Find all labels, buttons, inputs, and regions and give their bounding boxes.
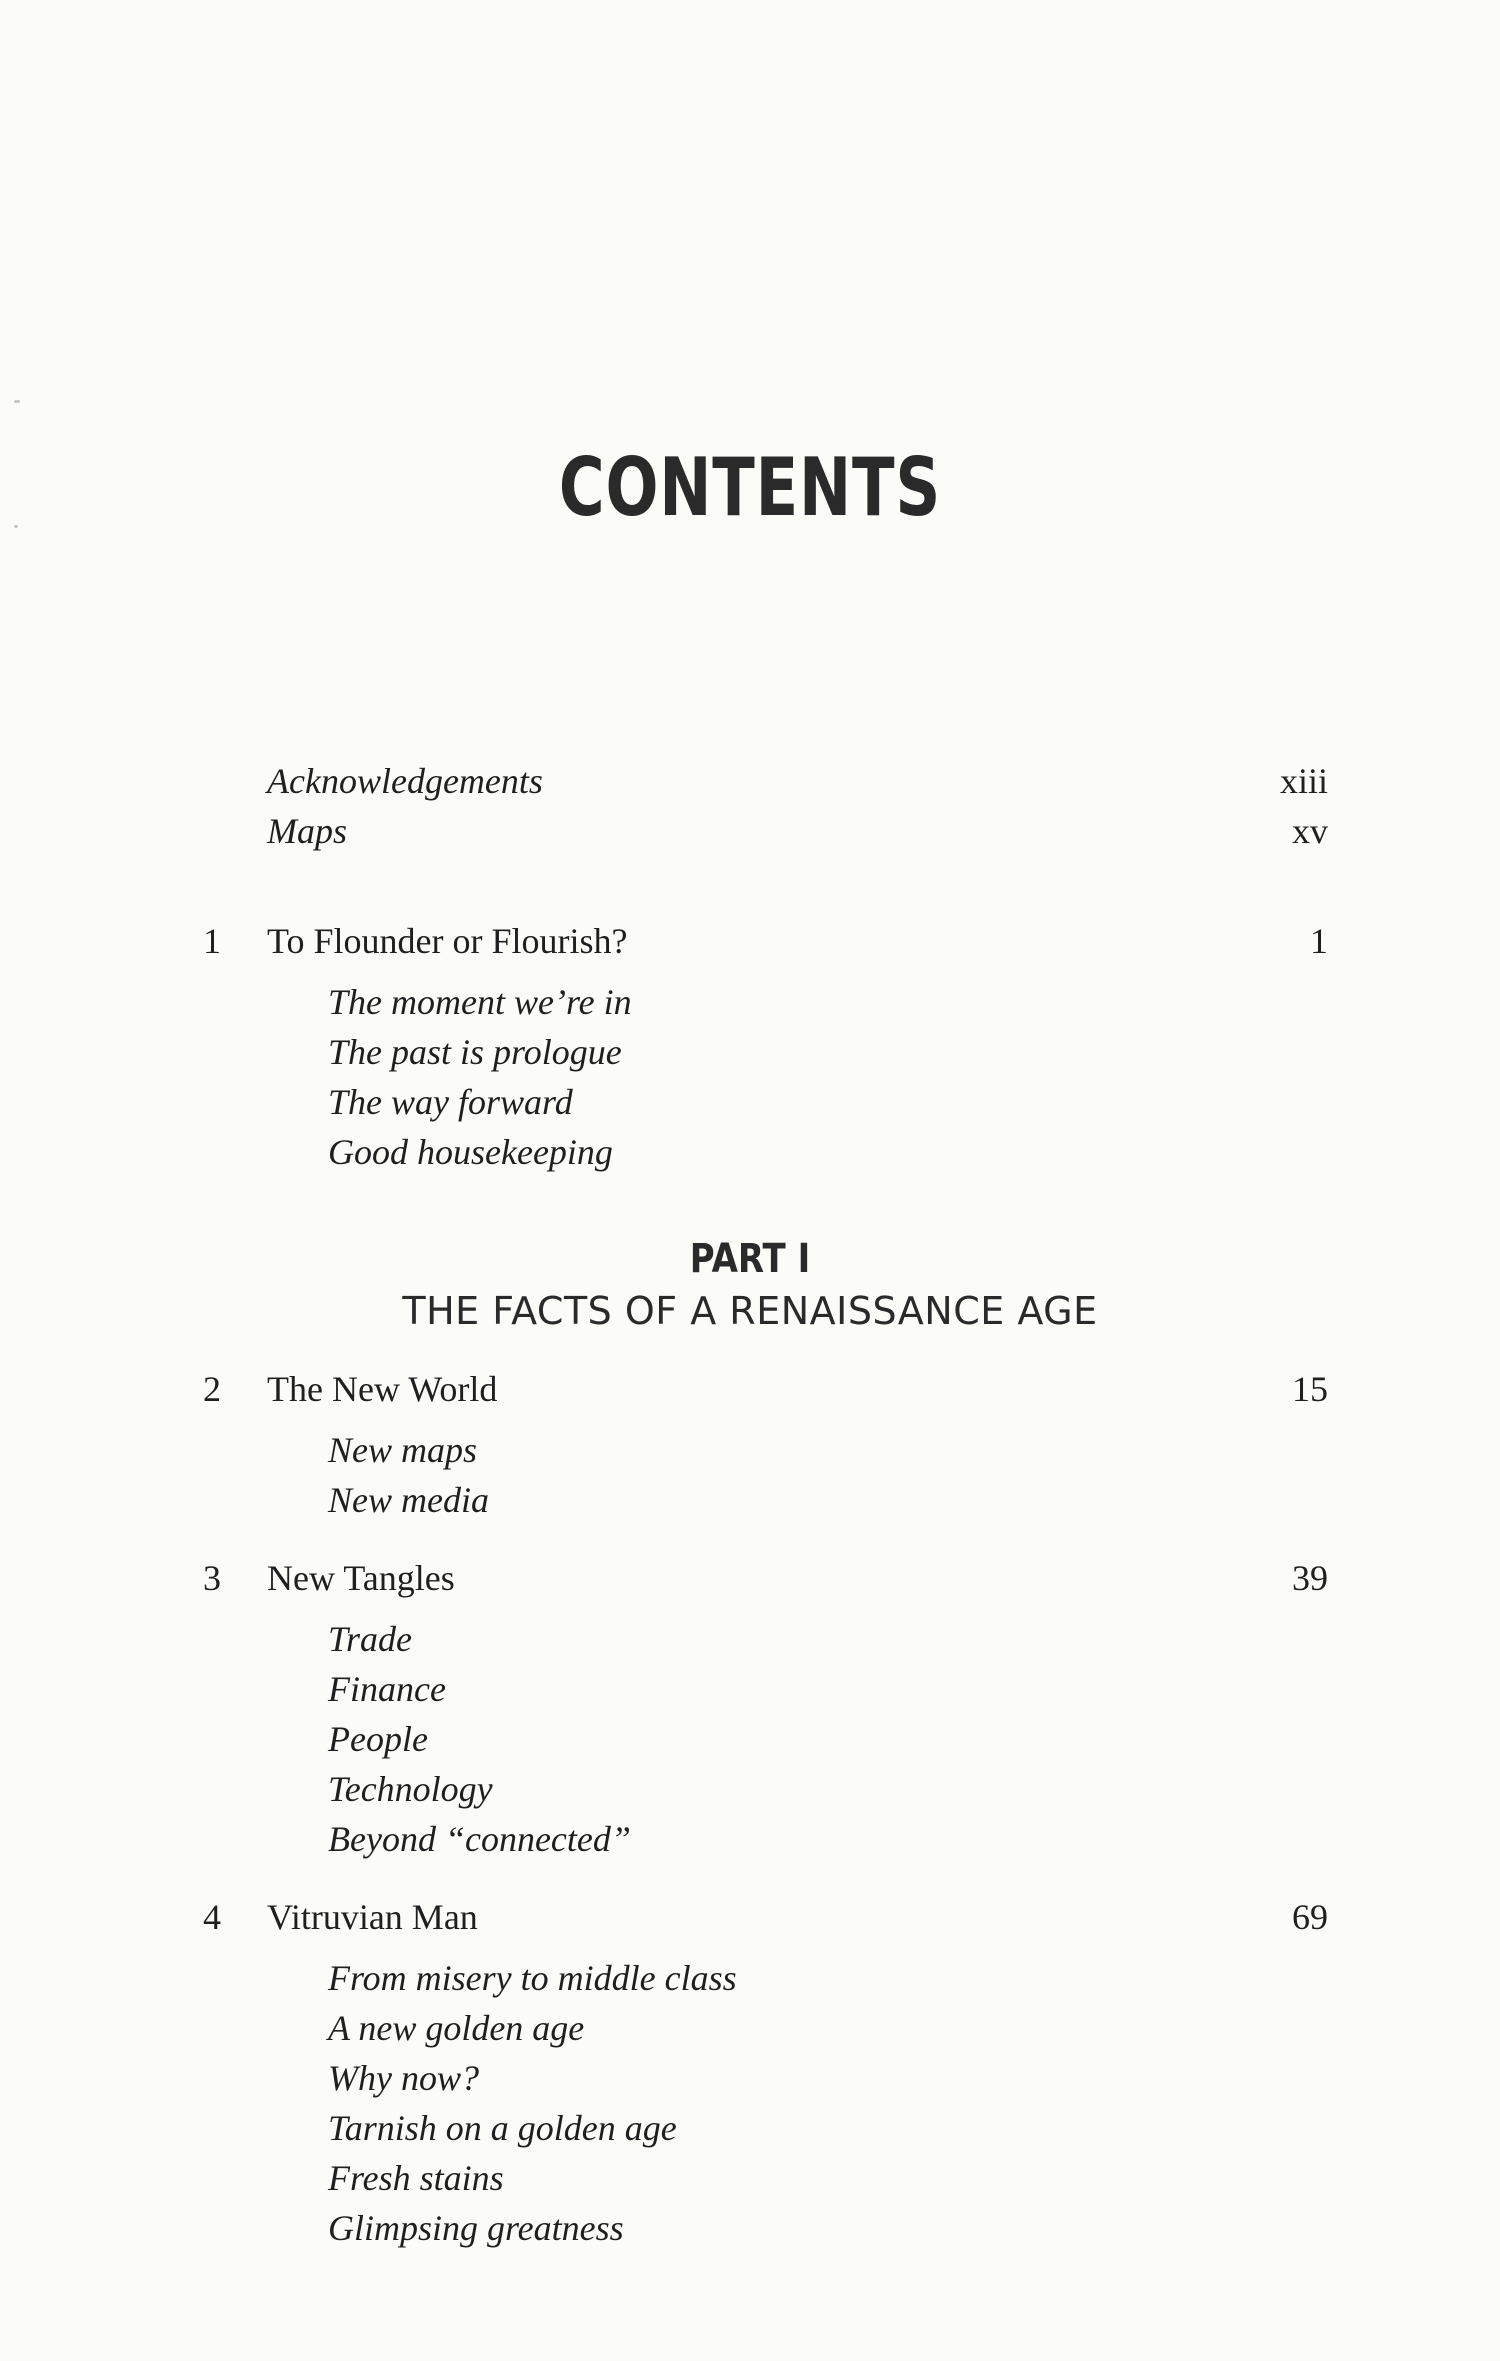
toc-entry-label: Acknowledgements (267, 761, 543, 801)
scan-speck (14, 525, 18, 528)
toc-section[interactable]: From misery to middle class (328, 1958, 737, 1998)
toc-page-number: 1 (1310, 921, 1328, 961)
toc-section[interactable]: Glimpsing greatness (328, 2208, 624, 2248)
toc-chapter-3[interactable] (0, 1553, 1500, 1603)
toc-section[interactable]: Fresh stains (328, 2158, 504, 2198)
toc-page-number: xiii (1279, 761, 1328, 801)
chapter-title: To Flounder or Flourish? (267, 921, 628, 961)
chapter-number: 1 (203, 921, 221, 961)
toc-section[interactable]: New media (328, 1480, 489, 1520)
toc-section[interactable]: The way forward (328, 1082, 573, 1122)
toc-section[interactable]: Trade (328, 1619, 413, 1659)
toc-section[interactable]: Tarnish on a golden age (328, 2108, 677, 2148)
toc-section[interactable]: The past is prologue (328, 1032, 622, 1072)
chapter-title: The New World (267, 1369, 498, 1409)
toc-page-number: 69 (1292, 1897, 1328, 1937)
toc-chapter-4[interactable] (0, 1892, 1500, 1942)
toc-page-number: 39 (1292, 1558, 1328, 1598)
chapter-title: Vitruvian Man (267, 1897, 478, 1937)
toc-section[interactable]: The moment we’re in (328, 982, 632, 1022)
toc-entry-acknowledgements[interactable] (0, 756, 1500, 806)
toc-chapter-2[interactable] (0, 1364, 1500, 1414)
toc-page-number: 15 (1292, 1369, 1328, 1409)
toc-section[interactable]: Why now? (328, 2058, 479, 2098)
toc-section[interactable]: New maps (328, 1430, 478, 1470)
toc-section[interactable]: People (328, 1719, 428, 1759)
toc-section[interactable]: Finance (328, 1669, 446, 1709)
toc-entry-label: Maps (267, 811, 347, 851)
toc-section[interactable]: Technology (328, 1769, 493, 1809)
chapter-number: 3 (203, 1558, 221, 1598)
chapter-title: New Tangles (267, 1558, 455, 1598)
scan-speck (14, 400, 20, 403)
page-title: CONTENTS (558, 441, 942, 534)
toc-section[interactable]: Good housekeeping (328, 1132, 613, 1172)
part-label: PART I (689, 1236, 811, 1282)
toc-section[interactable]: Beyond “connected” (328, 1819, 631, 1859)
chapter-number: 2 (203, 1369, 221, 1409)
toc-page-number: xv (1292, 811, 1328, 851)
toc-section[interactable]: A new golden age (328, 2008, 585, 2048)
toc-entry-maps[interactable] (0, 806, 1500, 856)
part-title: THE FACTS OF A RENAISSANCE AGE (402, 1289, 1098, 1333)
toc-chapter-1[interactable] (0, 916, 1500, 966)
chapter-number: 4 (203, 1897, 221, 1937)
